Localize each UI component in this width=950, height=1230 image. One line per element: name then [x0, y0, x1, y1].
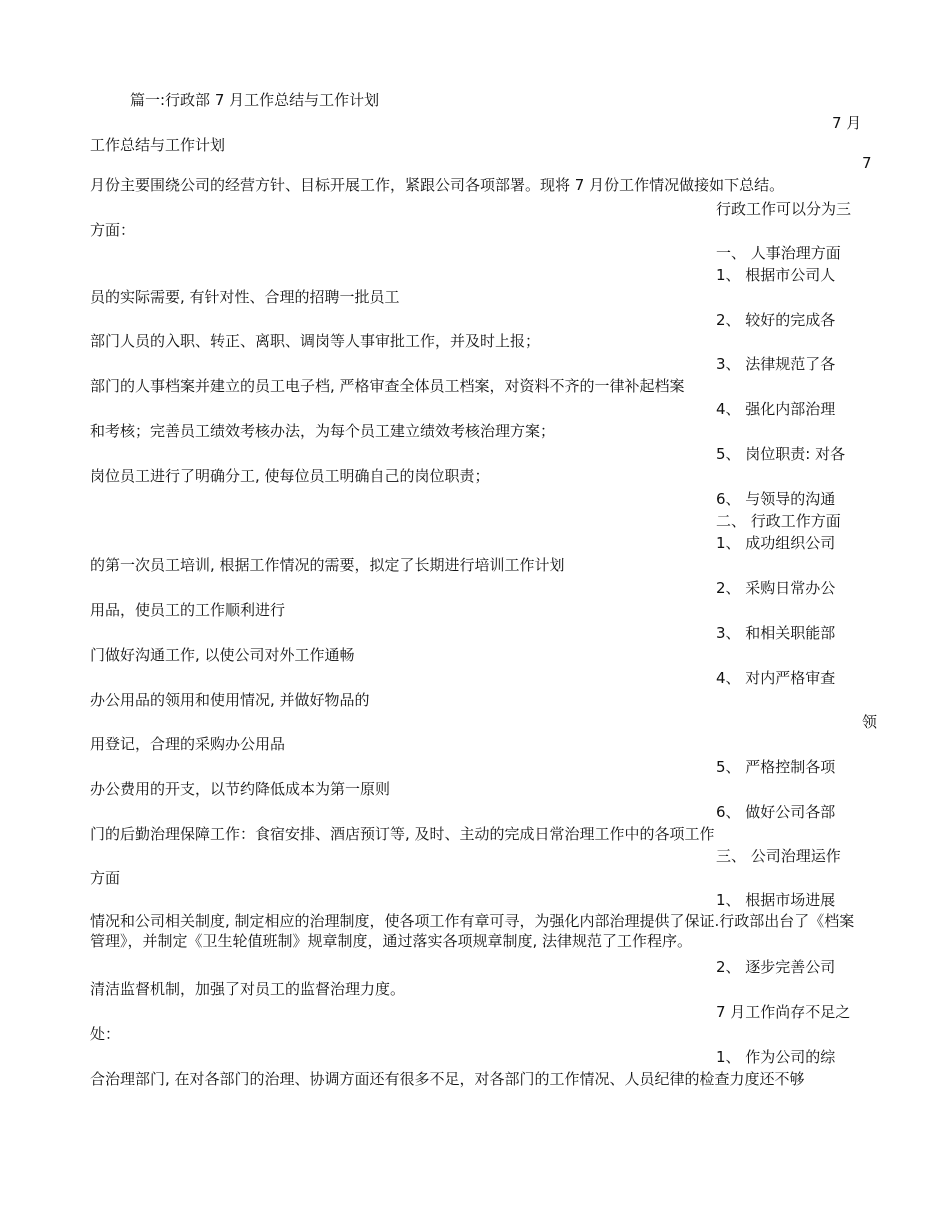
- list-item-number: 3、 和相关职能部: [716, 624, 836, 642]
- section-heading: 7 月工作尚存不足之: [716, 1003, 851, 1021]
- list-item-number: 1、 根据市场进展: [716, 891, 836, 909]
- list-item-number: 5、 岗位职责: 对各: [716, 445, 846, 463]
- text-fragment: 领: [862, 713, 878, 731]
- paragraph: 岗位员工进行了明确分工, 使每位员工明确自己的岗位职责；: [90, 467, 490, 485]
- paragraph: 门的后勤治理保障工作：食宿安排、酒店预订等, 及时、主动的完成日常治理工作中的各项工作: [90, 825, 715, 843]
- paragraph: 和考核；完善员工绩效考核办法，为每个员工建立绩效考核治理方案；: [90, 422, 556, 440]
- section-heading: 三、 公司治理运作: [716, 847, 841, 865]
- paragraph: 月份主要围绕公司的经营方针、目标开展工作，紧跟公司各项部署。现将 7 月份工作情况做接如下总结。: [90, 176, 785, 194]
- list-item-number: 2、 逐步完善公司: [716, 958, 836, 976]
- paragraph: 方面: [90, 869, 121, 887]
- list-item-number: 1、 作为公司的综: [716, 1048, 836, 1066]
- list-item-number: 5、 严格控制各项: [716, 758, 836, 776]
- paragraph: 合治理部门, 在对各部门的治理、协调方面还有很多不足，对各部门的工作情况、人员纪律的检查力度还不够: [90, 1070, 805, 1088]
- document-title: 篇一:行政部 7 月工作总结与工作计划: [130, 91, 380, 109]
- paragraph: 办公费用的开支，以节约降低成本为第一原则: [90, 780, 391, 798]
- paragraph: 用品，使员工的工作顺利进行: [90, 601, 286, 619]
- paragraph: 用登记，合理的采购办公用品: [90, 735, 286, 753]
- list-item-number: 1、 成功组织公司: [716, 534, 836, 552]
- list-item-number: 6、 做好公司各部: [716, 803, 836, 821]
- paragraph: 处：: [90, 1025, 121, 1043]
- list-item-number: 6、 与领导的沟通: [716, 490, 836, 508]
- paragraph: 门做好沟通工作, 以使公司对外工作通畅: [90, 646, 355, 664]
- paragraph: 员的实际需要, 有针对性、合理的招聘一批员工: [90, 288, 400, 306]
- list-item-number: 1、 根据市公司人: [716, 266, 836, 284]
- document-subtitle: 工作总结与工作计划: [90, 136, 226, 154]
- text-fragment: 行政工作可以分为三: [716, 200, 852, 218]
- list-item-number: 4、 对内严格审查: [716, 669, 836, 687]
- text-fragment: 7: [862, 154, 872, 172]
- paragraph: 的第一次员工培训, 根据工作情况的需要，拟定了长期进行培训工作计划: [90, 556, 565, 574]
- paragraph: 部门的人事档案并建立的员工电子档, 严格审查全体员工档案，对资料不齐的一律补起档案: [90, 377, 685, 395]
- paragraph: 情况和公司相关制度, 制定相应的治理制度，使各项工作有章可寻，为强化内部治理提供了保证.行政部出台了《档案管理》，并制定《卫生轮值班制》规章制度，通过落实各项规章制度, 法律规范了工作程序。: [90, 912, 855, 950]
- section-heading: 一、 人事治理方面: [716, 244, 841, 262]
- text-fragment: 7 月: [832, 114, 862, 132]
- list-item-number: 4、 强化内部治理: [716, 400, 836, 418]
- section-heading: 二、 行政工作方面: [716, 512, 841, 530]
- list-item-number: 2、 采购日常办公: [716, 579, 836, 597]
- list-item-number: 2、 较好的完成各: [716, 311, 836, 329]
- paragraph: 部门人员的入职、转正、离职、调岗等人事审批工作，并及时上报；: [90, 332, 541, 350]
- list-item-number: 3、 法律规范了各: [716, 355, 836, 373]
- paragraph: 清洁监督机制，加强了对员工的监督治理力度。: [90, 980, 406, 998]
- paragraph: 方面：: [90, 221, 136, 239]
- paragraph: 办公用品的领用和使用情况, 并做好物品的: [90, 691, 370, 709]
